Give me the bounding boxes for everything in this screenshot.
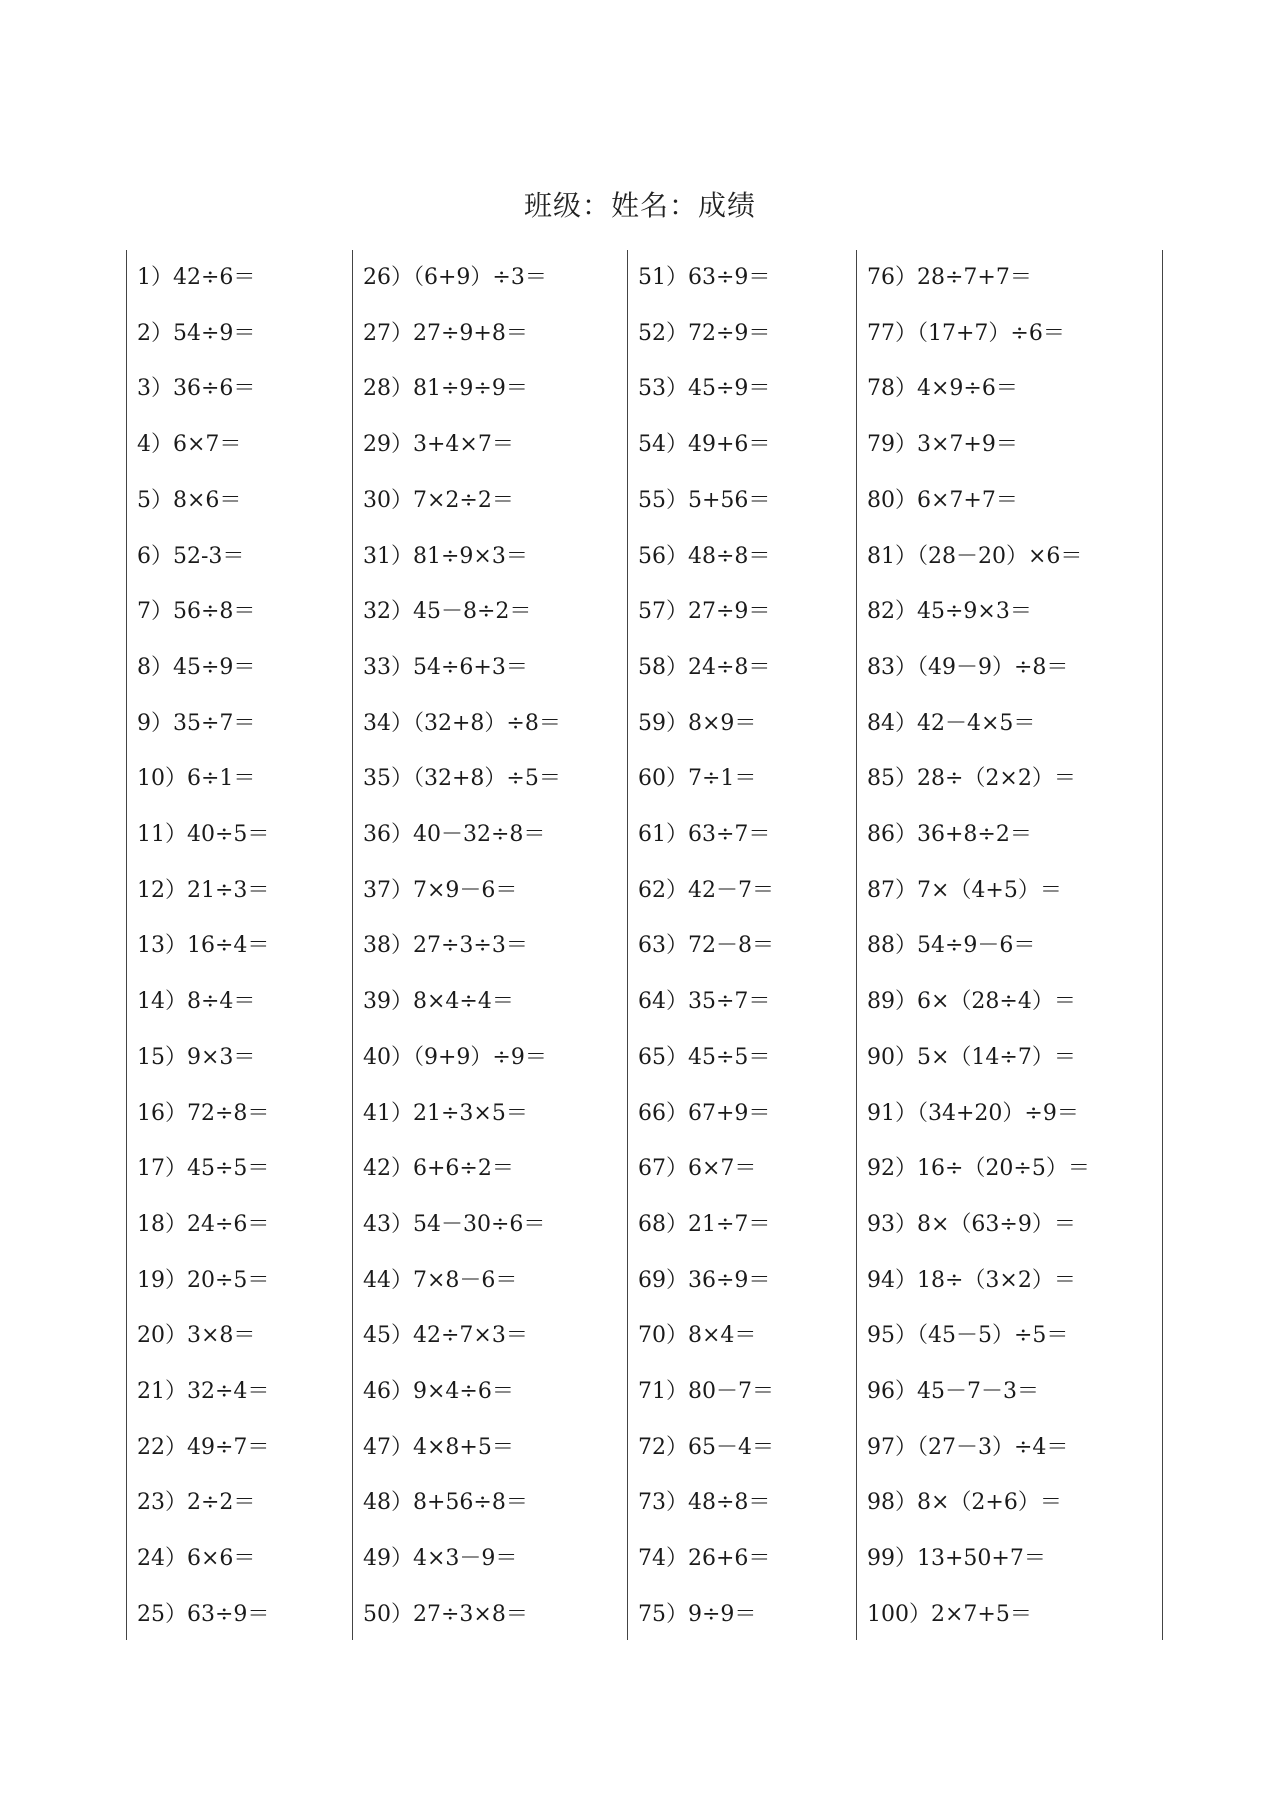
problem-item: 40）（9+9）÷9＝ [363,1044,547,1070]
problem-item: 69）36÷9＝ [638,1267,771,1293]
problem-item: 13）16÷4＝ [137,933,270,959]
problem-item: 67）6×7＝ [638,1156,757,1182]
problem-item: 20）3×8＝ [137,1323,256,1349]
problem-item: 45）42÷7×3＝ [363,1323,528,1349]
problem-item: 24）6×6＝ [137,1546,256,1572]
problem-item: 97）（27－3）÷4＝ [867,1434,1069,1460]
problem-item: 76）28÷7+7＝ [867,265,1032,290]
problem-item: 73）48÷8＝ [638,1490,771,1516]
problem-item: 90）5×（14÷7）＝ [867,1044,1076,1070]
problem-item: 98）8×（2+6）＝ [867,1490,1062,1516]
problem-item: 6）52-3＝ [137,543,245,569]
problem-item: 47）4×8+5＝ [363,1434,514,1460]
problem-item: 60）7÷1＝ [638,766,757,792]
problem-item: 58）24÷8＝ [638,654,771,680]
problem-item: 17）45÷5＝ [137,1156,270,1182]
problem-item: 4）6×7＝ [137,432,242,458]
problem-item: 44）7×8－6＝ [363,1267,518,1293]
problem-item: 2）54÷9＝ [137,320,256,346]
problem-item: 88）54÷9－6＝ [867,933,1036,959]
problem-item: 7）56÷8＝ [137,599,256,625]
problem-item: 75）9÷9＝ [638,1601,757,1627]
problem-item: 93）8×（63÷9）＝ [867,1211,1076,1237]
problem-item: 78）4×9÷6＝ [867,376,1018,402]
problem-item: 21）32÷4＝ [137,1379,270,1404]
problem-item: 71）80－7＝ [638,1379,774,1404]
problem-item: 79）3×7+9＝ [867,432,1018,458]
problem-item: 91）（34+20）÷9＝ [867,1100,1079,1126]
problem-item: 12）21÷3＝ [137,877,270,903]
column-divider [352,250,353,1640]
problem-item: 80）6×7+7＝ [867,487,1018,513]
problem-item: 77）（17+7）÷6＝ [867,320,1065,346]
problem-item: 86）36+8÷2＝ [867,822,1032,847]
problem-item: 70）8×4＝ [638,1323,757,1349]
problem-item: 22）49÷7＝ [137,1434,270,1460]
problem-item: 84）42－4×5＝ [867,710,1036,736]
problem-item: 83）（49－9）÷8＝ [867,654,1069,680]
problem-item: 62）42－7＝ [638,877,774,903]
problem-item: 95）（45－5）÷5＝ [867,1323,1069,1349]
problem-item: 10）6÷1＝ [137,766,256,792]
problem-item: 34）（32+8）÷8＝ [363,710,561,736]
problem-item: 28）81÷9÷9＝ [363,376,528,402]
problem-item: 50）27÷3×8＝ [363,1601,528,1627]
problem-item: 23）2÷2＝ [137,1490,256,1516]
problem-item: 25）63÷9＝ [137,1601,270,1627]
problem-item: 18）24÷6＝ [137,1211,270,1237]
problem-item: 94）18÷（3×2）＝ [867,1267,1076,1293]
column-divider [856,250,857,1640]
problem-item: 87）7×（4+5）＝ [867,877,1062,903]
problem-item: 96）45－7－3＝ [867,1379,1039,1404]
problem-item: 68）21÷7＝ [638,1211,771,1237]
problem-item: 55）5+56＝ [638,487,771,513]
problem-item: 30）7×2÷2＝ [363,487,514,513]
problem-item: 16）72÷8＝ [137,1100,270,1126]
problem-item: 57）27÷9＝ [638,599,771,625]
problem-table [0,250,1280,1640]
problem-item: 19）20÷5＝ [137,1267,270,1293]
problem-item: 89）6×（28÷4）＝ [867,989,1076,1015]
problem-item: 66）67+9＝ [638,1100,771,1126]
problem-item: 5）8×6＝ [137,487,242,513]
problem-item: 33）54÷6+3＝ [363,654,528,680]
problem-item: 51）63÷9＝ [638,265,771,290]
problem-item: 3）36÷6＝ [137,376,256,402]
worksheet-header: 班级：姓名：成绩 [523,189,756,222]
problem-item: 81）（28－20）×6＝ [867,543,1083,569]
problem-item: 59）8×9＝ [638,710,757,736]
problem-item: 39）8×4÷4＝ [363,989,514,1015]
problem-item: 42）6+6÷2＝ [363,1156,514,1182]
problem-item: 72）65－4＝ [638,1434,774,1460]
problem-item: 43）54－30÷6＝ [363,1211,546,1237]
problem-item: 52）72÷9＝ [638,320,771,346]
problem-item: 100）2×7+5＝ [867,1601,1032,1627]
problem-item: 63）72－8＝ [638,933,774,959]
problem-item: 49）4×3－9＝ [363,1546,518,1572]
problem-item: 85）28÷（2×2）＝ [867,766,1076,792]
problem-item: 92）16÷（20÷5）＝ [867,1156,1090,1182]
problem-item: 56）48÷8＝ [638,543,771,569]
problem-item: 61）63÷7＝ [638,822,771,847]
problem-item: 14）8÷4＝ [137,989,256,1015]
problem-item: 36）40－32÷8＝ [363,822,546,847]
problem-item: 32）45－8÷2＝ [363,599,532,625]
problem-item: 65）45÷5＝ [638,1044,771,1070]
column-divider [126,250,127,1640]
column-divider [1162,250,1163,1640]
problem-item: 35）（32+8）÷5＝ [363,766,561,792]
problem-item: 26）（6+9）÷3＝ [363,265,547,290]
problem-item: 74）26+6＝ [638,1546,771,1572]
problem-item: 27）27÷9+8＝ [363,320,528,346]
problem-item: 11）40÷5＝ [137,822,270,847]
problem-item: 8）45÷9＝ [137,654,256,680]
column-divider [627,250,628,1640]
problem-item: 1）42÷6＝ [137,265,256,290]
problem-item: 29）3+4×7＝ [363,432,514,458]
problem-item: 54）49+6＝ [638,432,771,458]
problem-item: 48）8+56÷8＝ [363,1490,528,1516]
problem-item: 53）45÷9＝ [638,376,771,402]
problem-item: 31）81÷9×3＝ [363,543,528,569]
problem-item: 99）13+50+7＝ [867,1546,1046,1572]
problem-item: 82）45÷9×3＝ [867,599,1032,625]
problem-item: 38）27÷3÷3＝ [363,933,528,959]
problem-item: 15）9×3＝ [137,1044,256,1070]
problem-item: 41）21÷3×5＝ [363,1100,528,1126]
problem-item: 37）7×9－6＝ [363,877,518,903]
problem-item: 64）35÷7＝ [638,989,771,1015]
problem-item: 9）35÷7＝ [137,710,256,736]
problem-item: 46）9×4÷6＝ [363,1379,514,1404]
